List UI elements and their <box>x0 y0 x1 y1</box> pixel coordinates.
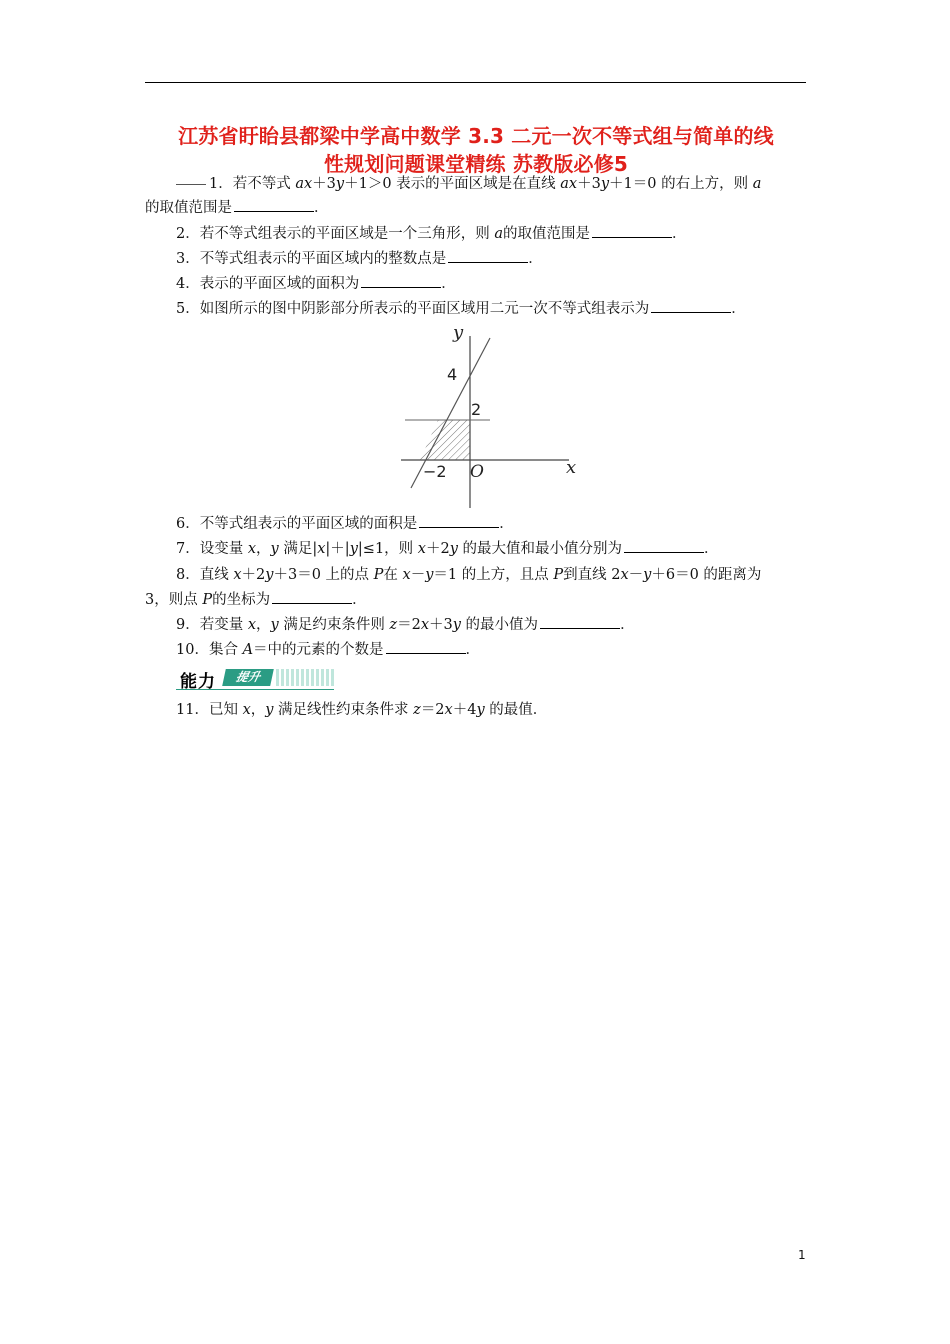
badge-title: 能力 <box>180 672 216 692</box>
document-title <box>140 122 812 178</box>
question-8-line-2: 3，则点 P的坐标为 ． <box>145 592 367 608</box>
title-line-2: 性规划问题课堂精练 苏教版必修5 <box>323 152 629 176</box>
answer-blank[interactable] <box>386 640 466 654</box>
question-9: 9．若变量 x，y 满足约束条件则 z＝2x＋3y 的最小值为 ． <box>176 617 635 633</box>
title-line-1: 江苏省盱眙县都梁中学高中数学 3.3 二元一次不等式组与简单的线 <box>178 124 774 148</box>
y-axis-label: y <box>453 322 464 343</box>
badge-stripes <box>276 669 334 686</box>
answer-blank[interactable] <box>540 615 620 629</box>
coordinate-figure <box>395 322 595 512</box>
question-11: 11．已知 x，y 满足线性约束条件求 z＝2x＋4y 的最值． <box>176 702 548 718</box>
answer-blank[interactable] <box>448 249 528 263</box>
question-7: 7．设变量 x，y 满足|x|＋|y|≤1，则 x＋2y 的最大值和最小值分别为 ． <box>176 541 719 557</box>
badge-tag: 提升 <box>222 669 274 686</box>
answer-blank[interactable] <box>651 299 731 313</box>
dash-mark <box>176 184 206 185</box>
answer-blank[interactable] <box>234 198 314 212</box>
question-10: 10．集合 A＝中的元素的个数是 ． <box>176 642 481 658</box>
answer-blank[interactable] <box>272 590 352 604</box>
question-1-line-2: 的取值范围是 ． <box>145 200 329 216</box>
question-3: 3．不等式组表示的平面区域内的整数点是 ． <box>176 251 543 267</box>
answer-blank[interactable] <box>419 514 499 528</box>
badge-underline <box>176 689 334 690</box>
origin-label: O <box>470 462 484 482</box>
tick-label-4: 4 <box>447 365 458 384</box>
tick-label-neg2: −2 <box>423 462 447 481</box>
shaded-region <box>420 420 470 460</box>
question-6: 6．不等式组表示的平面区域的面积是 ． <box>176 516 514 532</box>
answer-blank[interactable] <box>592 224 672 238</box>
x-axis-label: x <box>566 457 577 478</box>
answer-blank[interactable] <box>361 274 441 288</box>
question-5: 5．如图所示的图中阴影部分所表示的平面区域用二元一次不等式组表示为 ． <box>176 301 746 317</box>
page-number: 1 <box>798 1248 806 1262</box>
top-rule <box>145 82 806 83</box>
figure-svg <box>395 322 595 512</box>
question-2: 2．若不等式组表示的平面区域是一个三角形，则 a的取值范围是 ． <box>176 226 687 242</box>
question-1-line-1: 1．若不等式 ax＋3y＋1＞0 表示的平面区域是在直线 ax＋3y＋1＝0 的右上方，则 a <box>176 174 761 194</box>
question-8-line-1: 8．直线 x＋2y＋3＝0 上的点 P在 x－y＝1 的上方，且点 P到直线 2x－y＋6＝0 的距离为 <box>176 567 762 583</box>
question-4: 4．表示的平面区域的面积为 ． <box>176 276 456 292</box>
answer-blank[interactable] <box>624 539 704 553</box>
tick-label-2: 2 <box>471 400 482 419</box>
ability-section-badge <box>176 666 334 690</box>
